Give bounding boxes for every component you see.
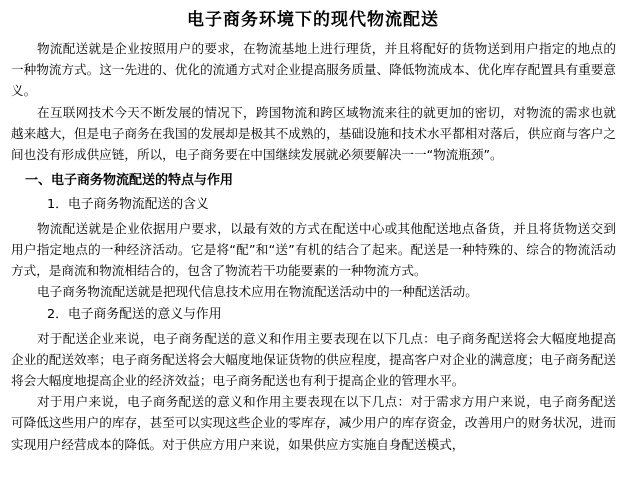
subsection-2-paragraph-2: 对于用户来说，电子商务配送的意义和作用主要表现在以下几点：对于需求方用户来说，电子商务配送可降低这些用户的库存，甚至可以实现这些企业的零库存，减少用户的库存资金，改善用户的财务状况，进而实现用户经营成本的降低。对于供应方用户来说，如果供应方实施自身配送模式， — [11, 394, 616, 452]
subsection-heading-2: 2．电子商务配送的意义与作用 — [47, 307, 222, 323]
subsection-2-paragraph-1: 对于配送企业来说，电子商务配送的意义和作用主要表现在以下几点：电子商务配送将会大幅度地提高企业的配送效率；电子商务配送将会大幅度地保证货物的供应程度，提高客户对企业的满意度；电子商务配送将会大幅度地提高企业的经济效益；电子商务配送也有利于提高企业的管理水平。 — [11, 330, 616, 389]
document-title: 电子商务环境下的现代物流配送 — [187, 10, 439, 30]
intro-paragraph-1: 物流配送就是企业按照用户的要求，在物流基地上进行理货，并且将配好的货物送到用户指定的地点的一种物流方式。这一先进的、优化的流通方式对企业提高服务质量、降低物流成本、优化库存配置具有重要意义。 — [11, 41, 616, 99]
subsection-heading-1: 1．电子商务物流配送的含义 — [47, 197, 209, 213]
subsection-1-paragraph-2: 电子商务物流配送就是把现代信息技术应用在物流配送活动中的一种配送活动。 — [37, 284, 478, 300]
intro-paragraph-2: 在互联网技术今天不断发展的情况下，跨国物流和跨区域物流来往的就更加的密切，对物流的需求也就越来越大，但是电子商务在我国的发展却是极其不成熟的，基础设施和技术水平都相对落后，供应商与客户之间也没有形成供应链，所以，电子商务要在中国继续发展就必须要解决一一“物流瓶颈”。 — [11, 104, 616, 163]
subsection-1-paragraph-1: 物流配送就是企业依据用户要求，以最有效的方式在配送中心或其他配送地点备货，并且将货物送交到用户指定地点的一种经济活动。它是将“配”和“送”有机的结合了起来。配送是一种特殊的、综合的物流活动方式，是商流和物流相结合的，包含了物流若干功能要素的一种物流方式。 — [11, 220, 616, 279]
section-heading: 一、电子商务物流配送的特点与作用 — [25, 173, 234, 189]
